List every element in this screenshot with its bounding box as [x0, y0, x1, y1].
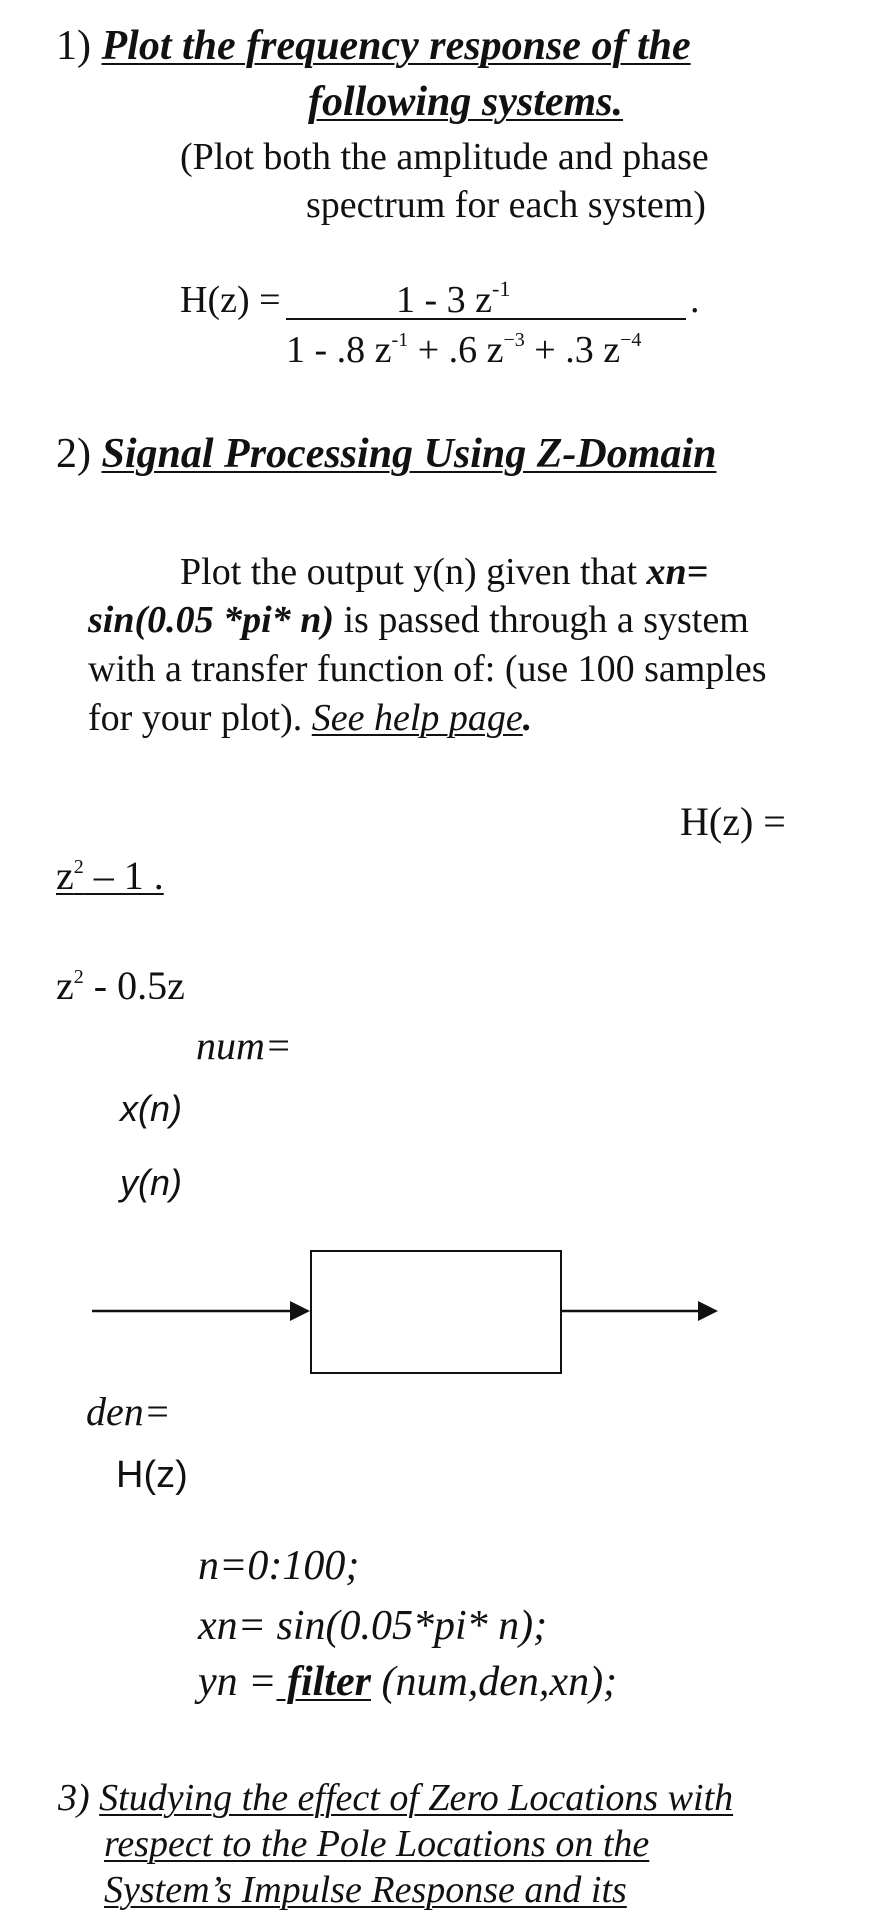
code-line2: xn= sin(0.05*pi* n);	[198, 1603, 548, 1649]
section3-heading	[58, 1776, 733, 1820]
section2-para-line2: sin(0.05 *pi* n) is passed through a system	[88, 599, 749, 641]
section1-numerator: 1 - 3 $z^{-1}$	[396, 276, 511, 321]
section2-title: Signal Processing Using Z-Domain	[101, 431, 717, 477]
system-block	[311, 1251, 561, 1373]
output-arrow-head	[698, 1301, 718, 1321]
section1-title-line2: following systems.	[308, 79, 624, 125]
section2-para-line4: for your plot). See help page.	[88, 697, 533, 739]
section2-para-line1: Plot the output y(n) given that xn=	[180, 551, 709, 593]
section1-hz-lhs: H(z) =	[180, 279, 281, 321]
section1-denominator: 1 - .8 $z^{-1} + .6$ $z^{-3} + .3$ $z^{-4}$	[286, 329, 642, 371]
section3-title-line3: System’s Impulse Response and its	[104, 1869, 627, 1911]
section1-title-line1: Plot the frequency response of the	[101, 23, 691, 69]
fraction-numerator: $z^2 - 1$ .	[56, 853, 164, 898]
code-line3: yn = filter (num,den,xn);	[198, 1659, 618, 1705]
section2-hz-right: H(z) =	[680, 799, 786, 844]
yn-label: y(n)	[120, 1162, 182, 1203]
section1-trailing-dot: .	[690, 279, 700, 321]
section1-note-line1: (Plot both the amplitude and phase	[180, 136, 709, 178]
num-label: num=	[196, 1023, 292, 1068]
hz-block-label: H(z)	[116, 1454, 188, 1496]
input-arrow-head	[290, 1301, 310, 1321]
section3-title-line2: respect to the Pole Locations on the	[104, 1823, 650, 1865]
fraction-denominator: $z^2 - 0.5z$	[56, 963, 185, 1008]
xn-label: x(n)	[120, 1088, 182, 1129]
code-line1: n=0:100;	[198, 1543, 360, 1589]
section2-number: 2)	[56, 431, 91, 477]
den-label: den=	[86, 1389, 171, 1434]
see-help-page-link[interactable]: See help page	[311, 697, 523, 739]
section2-para-line3: with a transfer function of: (use 100 samples	[88, 648, 767, 690]
section3-title-line1: Studying the effect of Zero Locations with	[99, 1777, 734, 1819]
section1-note-line2: spectrum for each system)	[306, 184, 706, 226]
filter-keyword: filter	[276, 1659, 371, 1705]
section3-number: 3)	[58, 1777, 90, 1819]
section1-number: 1)	[56, 23, 91, 69]
